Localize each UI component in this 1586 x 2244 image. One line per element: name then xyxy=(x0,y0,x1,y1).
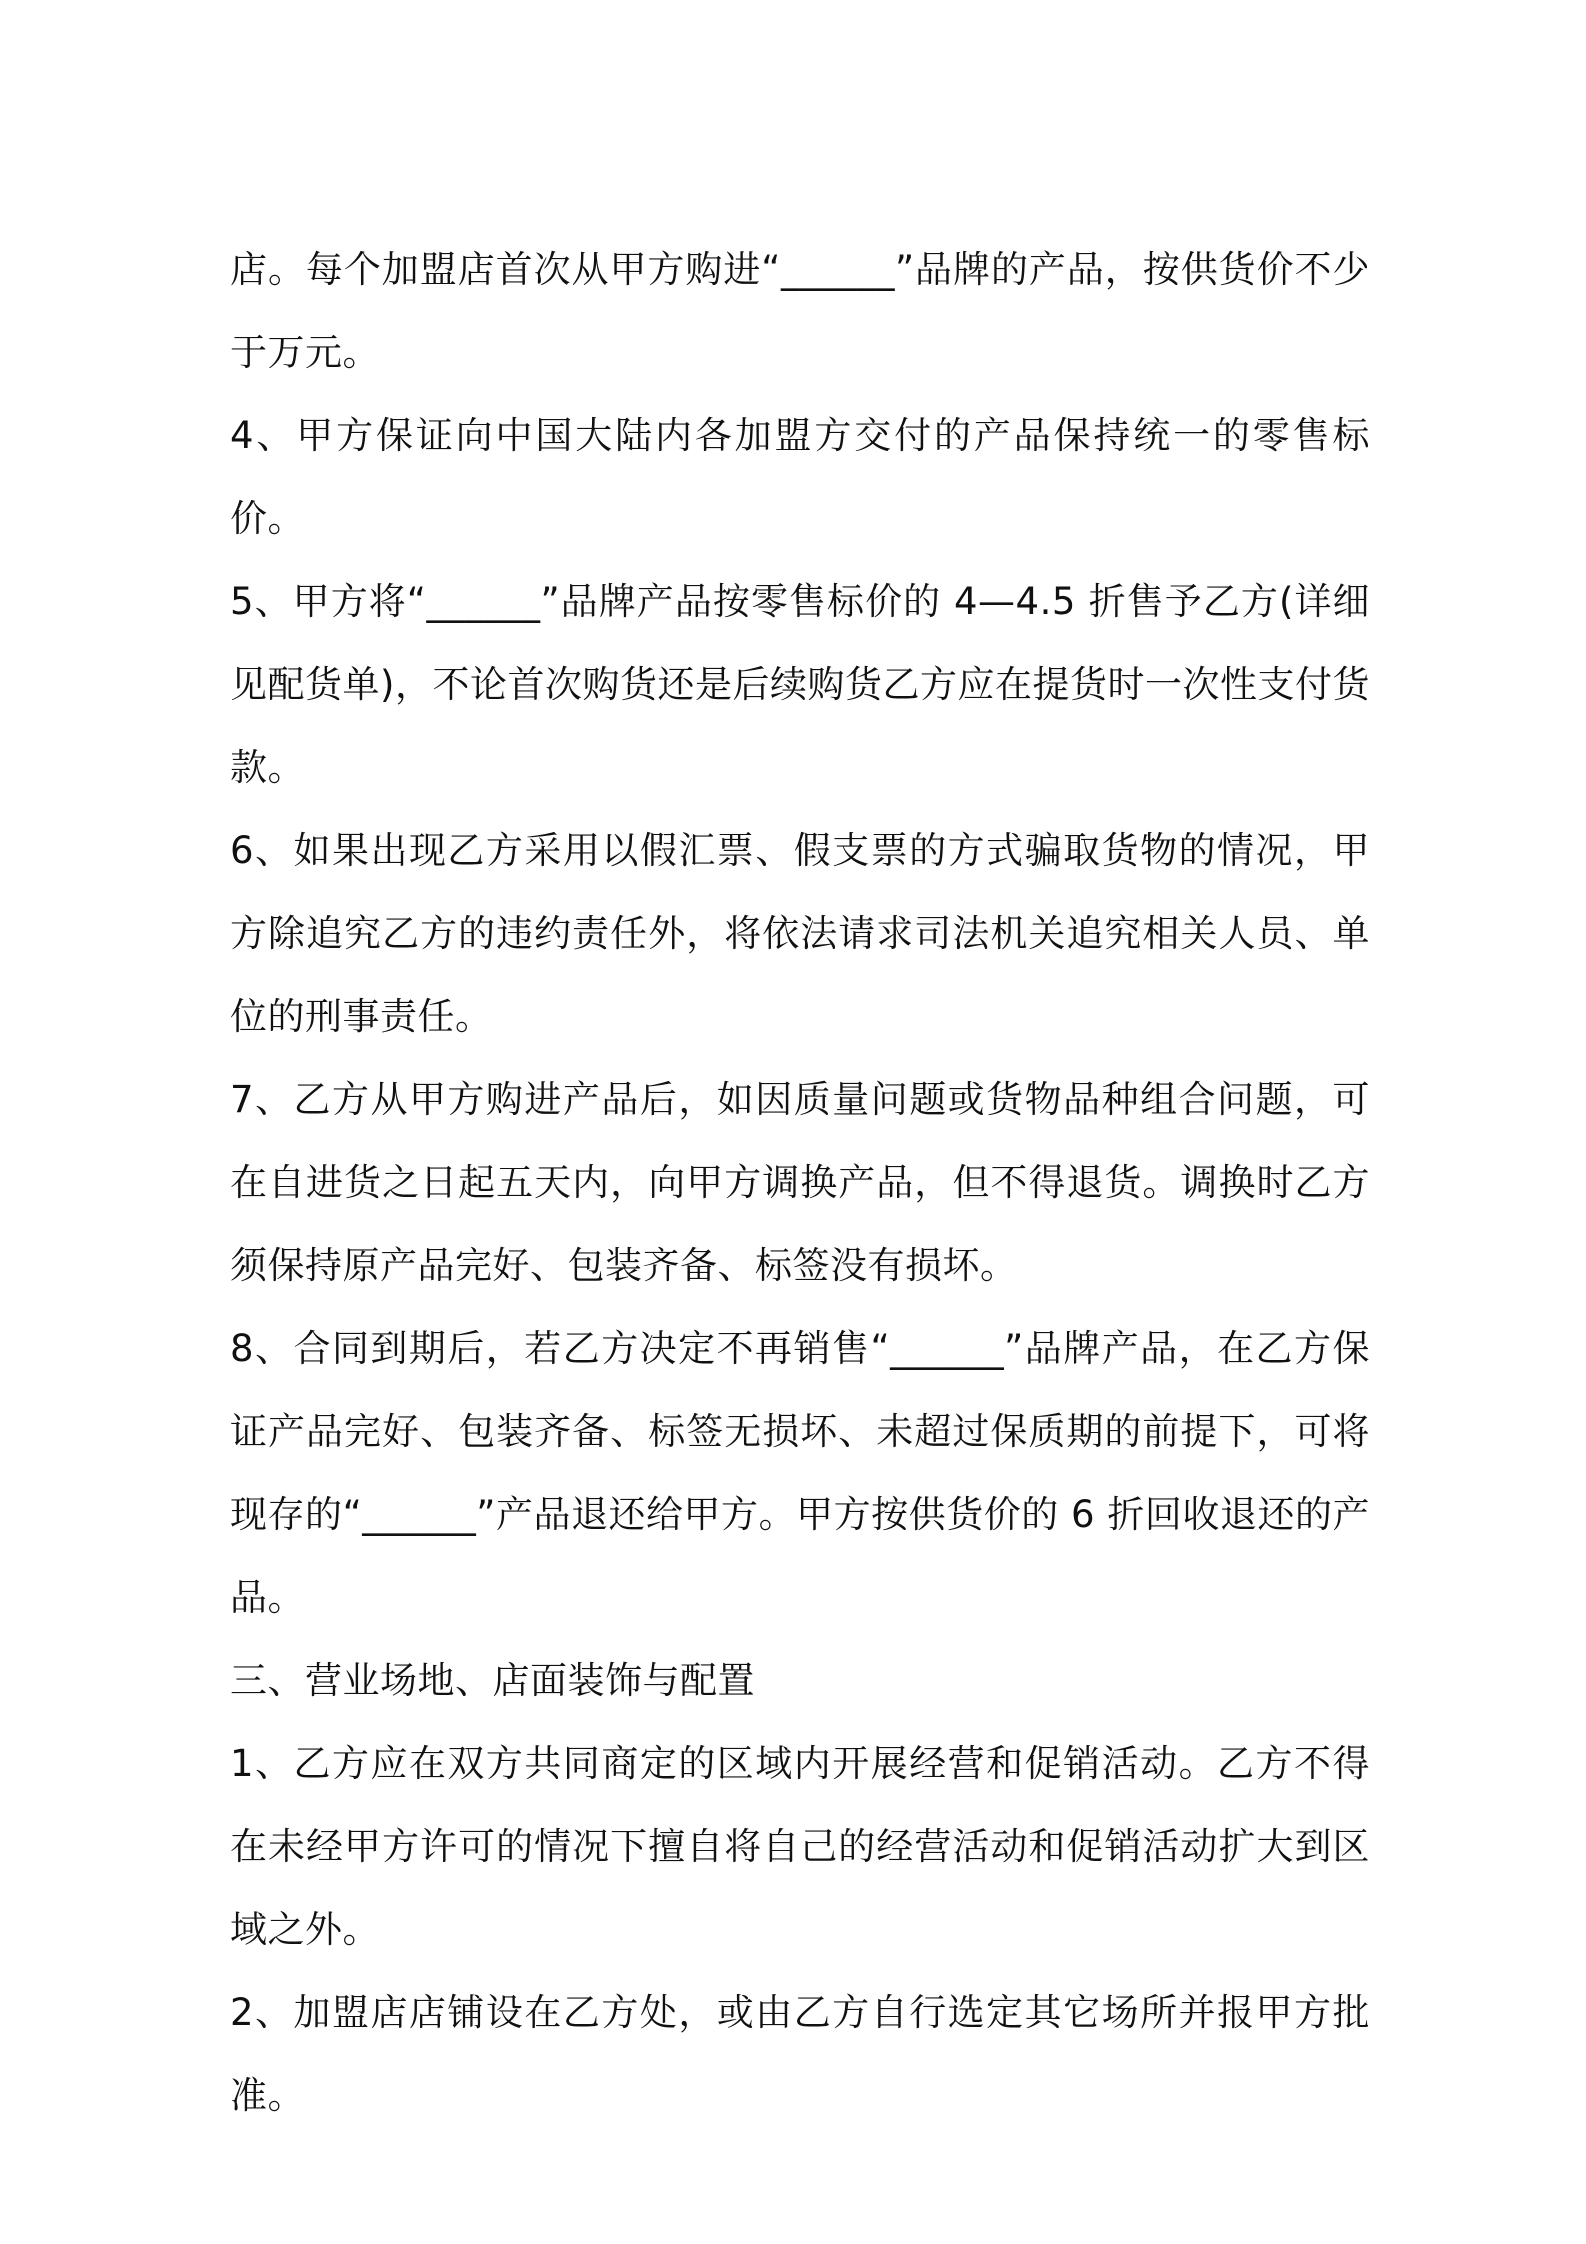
clause-5-discount-payment: 5、甲方将“______”品牌产品按零售标价的 4—4.5 折售予乙方(详细见配货单)，不论首次购货还是后续购货乙方应在提货时一次性支付货款。 xyxy=(230,580,1370,789)
clause-8-contract-expiry: 8、合同到期后，若乙方决定不再销售“______”品牌产品，在乙方保证产品完好、包装齐备、标签无损坏、未超过保质期的前提下，可将现存的“______”产品退还给甲方。甲方按供货价的 6 折回收退还的产品。 xyxy=(230,1327,1370,1619)
clause-2-store-location: 2、加盟店店铺设在乙方处，或由乙方自行选定其它场所并报甲方批准。 xyxy=(230,1991,1370,2117)
clause-6-fraud-liability: 6、如果出现乙方采用以假汇票、假支票的方式骗取货物的情况，甲方除追究乙方的违约责任外，将依法请求司法机关追究相关人员、单位的刑事责任。 xyxy=(230,829,1370,1038)
document-body xyxy=(230,228,1370,2137)
clause-4-retail-price: 4、甲方保证向中国大陆内各加盟方交付的产品保持统一的零售标价。 xyxy=(230,414,1370,540)
clause-7-exchange-policy: 7、乙方从甲方购进产品后，如因质量问题或货物品种组合问题，可在自进货之日起五天内，向甲方调换产品，但不得退货。调换时乙方须保持原产品完好、包装齐备、标签没有损坏。 xyxy=(230,1078,1370,1287)
clause-1-operating-area: 1、乙方应在双方共同商定的区域内开展经营和促销活动。乙方不得在未经甲方许可的情况下擅自将自己的经营活动和促销活动扩大到区域之外。 xyxy=(230,1742,1370,1951)
paragraph-store-first-purchase: 店。每个加盟店首次从甲方购进“______”品牌的产品，按供货价不少于万元。 xyxy=(230,248,1370,374)
section-heading-premises: 三、营业场地、店面装饰与配置 xyxy=(230,1659,755,1702)
